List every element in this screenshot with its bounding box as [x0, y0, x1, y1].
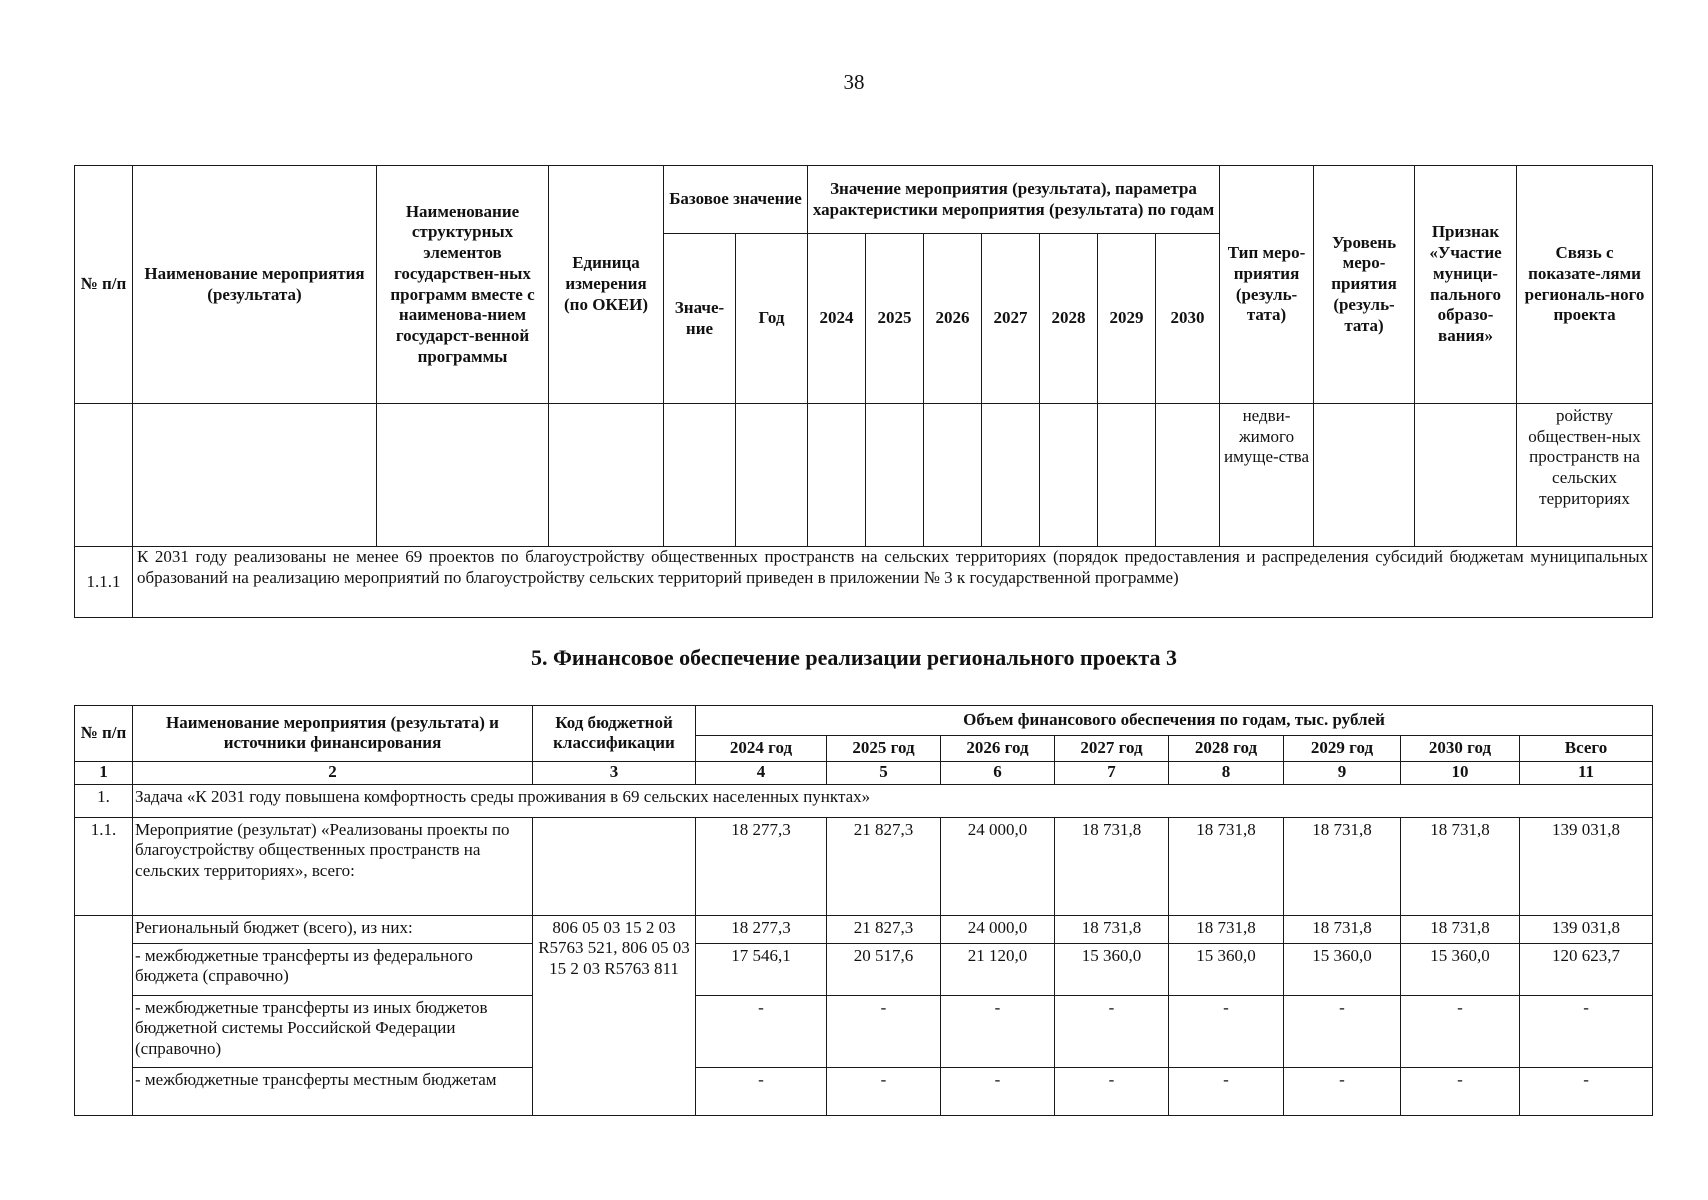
table-row	[75, 817, 1653, 915]
cell-value: -	[1520, 995, 1653, 1067]
row-num: 1.1.	[75, 817, 133, 915]
header-name: Наименование мероприятия (результата)	[133, 166, 377, 404]
cell-value: 24 000,0	[941, 817, 1055, 915]
cell-value: -	[1401, 995, 1520, 1067]
header-base: Базовое значение	[664, 166, 808, 234]
row-name: Региональный бюджет (всего), из них:	[133, 915, 533, 943]
cell-value: 17 546,1	[696, 943, 827, 995]
header-link: Связь с показате-лями региональ-ного проекта	[1517, 166, 1653, 404]
header-total: Всего	[1520, 736, 1653, 762]
column-number: 5	[827, 761, 941, 784]
header-year: 2024 год	[696, 736, 827, 762]
row-name: Мероприятие (результат) «Реализованы проекты по благоустройству общественных пространств на сельских территориях», всего:	[133, 817, 533, 915]
header-year: 2024	[808, 234, 866, 404]
cell-value: -	[1169, 1067, 1284, 1115]
cell-link: ройству обществен-ных пространств на сельских территориях	[1517, 404, 1653, 547]
cell-value: -	[1055, 1067, 1169, 1115]
header-year: 2028	[1040, 234, 1098, 404]
cell-value: -	[696, 1067, 827, 1115]
cell-value: -	[827, 1067, 941, 1115]
cell-value: 18 277,3	[696, 817, 827, 915]
cell-value: -	[1169, 995, 1284, 1067]
header-name: Наименование мероприятия (результата) и источники финансирования	[133, 706, 533, 762]
cell-value: 21 827,3	[827, 817, 941, 915]
cell-value: -	[1055, 995, 1169, 1067]
header-base-year: Год	[736, 234, 808, 404]
header-code: Код бюджетной классификации	[533, 706, 696, 762]
cell-value: -	[1284, 1067, 1401, 1115]
results-table	[74, 165, 1653, 618]
row-name: - межбюджетные трансферты из федерального бюджета (справочно)	[133, 943, 533, 995]
column-number: 1	[75, 761, 133, 784]
header-sign: Признак «Участие муници-пального образо-вания»	[1415, 166, 1517, 404]
cell-value: 18 731,8	[1401, 915, 1520, 943]
column-number: 9	[1284, 761, 1401, 784]
row-name: - межбюджетные трансферты из иных бюджетов бюджетной системы Российской Федерации (справочно)	[133, 995, 533, 1067]
header-level: Уровень меро-приятия (резуль-тата)	[1314, 166, 1415, 404]
cell-value: 15 360,0	[1169, 943, 1284, 995]
cell-value: 20 517,6	[827, 943, 941, 995]
table-row	[75, 404, 1653, 547]
column-number: 11	[1520, 761, 1653, 784]
header-type: Тип меро-приятия (резуль-тата)	[1220, 166, 1314, 404]
cell-value: -	[1284, 995, 1401, 1067]
cell-value: 18 731,8	[1055, 915, 1169, 943]
header-unit: Единица измерения (по ОКЕИ)	[549, 166, 664, 404]
column-number: 10	[1401, 761, 1520, 784]
cell-value: 18 731,8	[1169, 915, 1284, 943]
header-year: 2025 год	[827, 736, 941, 762]
header-year: 2025	[866, 234, 924, 404]
cell-value: -	[941, 1067, 1055, 1115]
cell-value: 139 031,8	[1520, 915, 1653, 943]
column-numbers-row	[75, 761, 1653, 784]
header-elements: Наименование структурных элементов государствен-ных программ вместе с наименова-нием государст-венной программы	[377, 166, 549, 404]
cell-value: 18 277,3	[696, 915, 827, 943]
header-year: 2030	[1156, 234, 1220, 404]
header-year: 2027 год	[1055, 736, 1169, 762]
cell-value: 18 731,8	[1169, 817, 1284, 915]
cell-value: 24 000,0	[941, 915, 1055, 943]
cell-value: 139 031,8	[1520, 817, 1653, 915]
cell-value: -	[1401, 1067, 1520, 1115]
header-num: № п/п	[75, 166, 133, 404]
task-row	[75, 784, 1653, 817]
note-text: К 2031 году реализованы не менее 69 проектов по благоустройству общественных пространств на сельских территориях (порядок предоставления и распределения субсидий бюджетам муниципальных образований на реализацию мероприятий по благоустройству сельских территорий приведен в приложении № 3 к государственной программе)	[133, 547, 1653, 618]
cell-value: 18 731,8	[1284, 915, 1401, 943]
cell-value: 120 623,7	[1520, 943, 1653, 995]
header-volume: Объем финансового обеспечения по годам, тыс. рублей	[696, 706, 1653, 736]
cell-value: -	[941, 995, 1055, 1067]
column-number: 3	[533, 761, 696, 784]
header-num: № п/п	[75, 706, 133, 762]
cell-value: -	[696, 995, 827, 1067]
note-num: 1.1.1	[75, 547, 133, 618]
cell-value: -	[827, 995, 941, 1067]
header-values-group: Значение мероприятия (результата), параметра характеристики мероприятия (результата) по годам	[808, 166, 1220, 234]
header-year: 2028 год	[1169, 736, 1284, 762]
task-num: 1.	[75, 784, 133, 817]
header-year: 2029 год	[1284, 736, 1401, 762]
cell-value: 18 731,8	[1401, 817, 1520, 915]
header-year: 2027	[982, 234, 1040, 404]
header-year: 2030 год	[1401, 736, 1520, 762]
cell-value: 21 120,0	[941, 943, 1055, 995]
row-name: - межбюджетные трансферты местным бюджетам	[133, 1067, 533, 1115]
budget-code: 806 05 03 15 2 03 R5763 521, 806 05 03 15 2 03 R5763 811	[533, 915, 696, 1115]
cell-type: недви-жимого имуще-ства	[1220, 404, 1314, 547]
header-year: 2029	[1098, 234, 1156, 404]
column-number: 2	[133, 761, 533, 784]
section-title: 5. Финансовое обеспечение реализации регионального проекта 3	[531, 645, 1177, 670]
column-number: 8	[1169, 761, 1284, 784]
column-number: 6	[941, 761, 1055, 784]
cell-value: 15 360,0	[1284, 943, 1401, 995]
financing-table	[74, 705, 1653, 1116]
cell-value: 18 731,8	[1055, 817, 1169, 915]
header-base-value: Значе-ние	[664, 234, 736, 404]
header-year: 2026	[924, 234, 982, 404]
header-year: 2026 год	[941, 736, 1055, 762]
cell-value: 18 731,8	[1284, 817, 1401, 915]
table-row	[75, 943, 1653, 995]
cell-value: 15 360,0	[1401, 943, 1520, 995]
column-number: 4	[696, 761, 827, 784]
cell-value: 21 827,3	[827, 915, 941, 943]
table-row	[75, 1067, 1653, 1115]
table-row	[75, 995, 1653, 1067]
table-row	[75, 915, 1653, 943]
column-number: 7	[1055, 761, 1169, 784]
page-number: 38	[843, 70, 865, 94]
cell-value: -	[1520, 1067, 1653, 1115]
task-text: Задача «К 2031 году повышена комфортность среды проживания в 69 сельских населенных пунктах»	[133, 784, 1653, 817]
cell-value: 15 360,0	[1055, 943, 1169, 995]
table-row	[75, 547, 1653, 618]
